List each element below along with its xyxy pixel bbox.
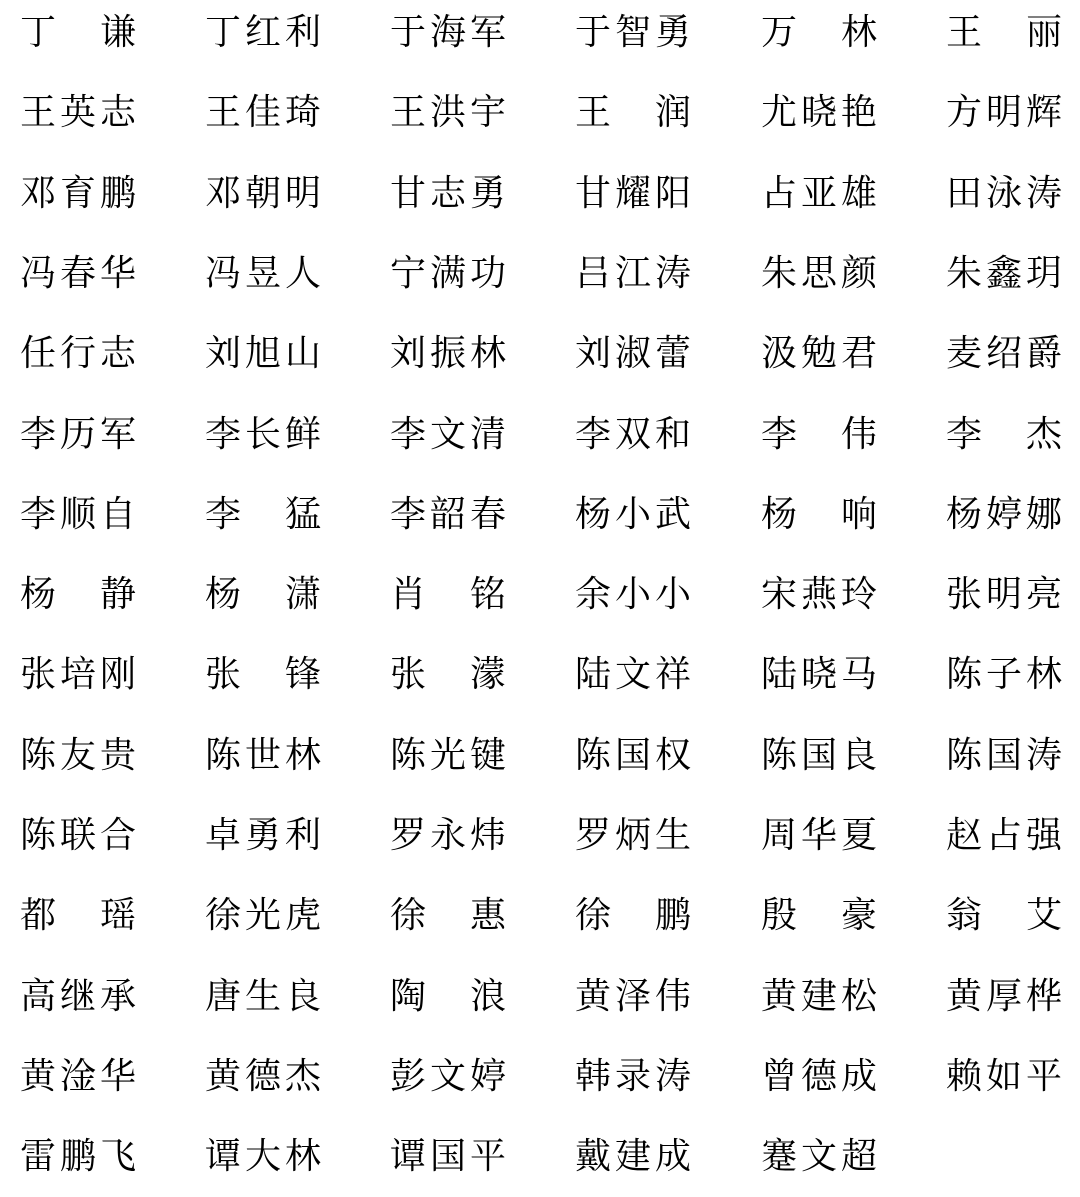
name-cell: 徐 鹏 [574,895,691,937]
name-cell: 李 猛 [204,493,321,535]
name-cell: 陈 友 贵 [19,734,136,776]
name-cell: 邓 朝 明 [204,172,321,214]
name-cell: 陈 国 权 [574,734,691,776]
name-cell: 陈 国 涛 [945,734,1062,776]
name-cell: 冯 昱 人 [204,252,321,294]
name-cell: 黄 建 松 [760,975,877,1017]
name-cell: 宁 满 功 [389,252,506,294]
name-cell: 戴 建 成 [574,1136,691,1178]
name-cell: 丁 红 利 [204,12,321,53]
name-cell: 李 杰 [945,413,1062,455]
name-cell: 杨 小 武 [574,493,691,535]
name-cell: 徐 光 虎 [204,895,321,937]
name-cell: 谭 国 平 [389,1136,506,1178]
name-row [0,475,1080,555]
name-cell: 汲 勉 君 [760,333,877,375]
name-cell: 杨 静 [19,574,136,616]
name-cell: 赵 占 强 [945,815,1062,856]
name-cell: 雷 鹏 飞 [19,1136,136,1178]
name-cell: 周 华 夏 [760,815,877,856]
name-cell: 甘 志 勇 [389,172,506,214]
name-cell: 张 培 刚 [19,654,136,696]
name-cell: 刘 淑 蕾 [574,333,691,375]
name-cell: 宋 燕 玲 [760,574,877,616]
name-cell: 李 伟 [760,413,877,455]
name-row [0,635,1080,715]
name-row [0,1117,1080,1197]
name-cell: 陈 国 良 [760,734,877,776]
name-row [0,716,1080,796]
name-row [0,876,1080,956]
name-cell: 王 洪 宇 [389,92,506,134]
name-cell: 罗 永 炜 [389,815,506,856]
name-cell: 殷 豪 [760,895,877,937]
name-cell: 陆 晓 马 [760,654,877,696]
name-cell: 冯 春 华 [19,252,136,294]
name-row [0,796,1080,876]
name-cell: 朱 鑫 玥 [945,252,1062,294]
name-cell: 张 明 亮 [945,574,1062,616]
name-cell: 余 小 小 [574,574,691,616]
name-row [0,154,1080,234]
name-cell: 李 双 和 [574,413,691,455]
name-cell: 都 瑶 [19,895,136,937]
name-cell: 占 亚 雄 [760,172,877,214]
name-cell: 张 锋 [204,654,321,696]
name-row [0,314,1080,394]
name-cell: 邓 育 鹏 [19,172,136,214]
name-cell: 杨 潇 [204,574,321,616]
name-cell: 张 濛 [389,654,506,696]
name-cell: 王 润 [574,92,691,134]
name-cell: 李 韶 春 [389,493,506,535]
name-cell: 杨 响 [760,493,877,535]
name-cell: 高 继 承 [19,975,136,1017]
name-row [0,395,1080,475]
name-cell: 万 林 [760,12,877,53]
name-cell: 黄 泽 伟 [574,975,691,1017]
name-cell: 曾 德 成 [760,1055,877,1097]
name-cell: 尤 晓 艳 [760,92,877,134]
name-row [0,73,1080,153]
name-cell: 赖 如 平 [945,1055,1062,1097]
name-cell: 任 行 志 [19,333,136,375]
name-cell: 于 智 勇 [574,12,691,53]
name-cell: 李 顺 自 [19,493,136,535]
name-cell: 翁 艾 [945,895,1062,937]
name-cell: 丁 谦 [19,12,136,53]
name-cell: 王 佳 琦 [204,92,321,134]
name-cell: 罗 炳 生 [574,815,691,856]
name-row [0,0,1080,73]
name-cell: 卓 勇 利 [204,815,321,856]
name-cell: 杨 婷 娜 [945,493,1062,535]
name-cell: 朱 思 颜 [760,252,877,294]
name-cell: 徐 惠 [389,895,506,937]
name-cell: 李 长 鲜 [204,413,321,455]
name-cell: 王 丽 [945,12,1062,53]
name-cell: 陈 世 林 [204,734,321,776]
name-cell: 田 泳 涛 [945,172,1062,214]
name-row [0,234,1080,314]
name-row [0,555,1080,635]
name-cell: 王 英 志 [19,92,136,134]
name-cell: 黄 德 杰 [204,1055,321,1097]
name-cell: 黄 淦 华 [19,1055,136,1097]
name-row [0,957,1080,1037]
name-row [0,1037,1080,1117]
name-cell: 吕 江 涛 [574,252,691,294]
name-cell: 陶 浪 [389,975,506,1017]
name-cell: 麦 绍 爵 [945,333,1062,375]
name-cell: 李 文 清 [389,413,506,455]
name-cell: 肖 铭 [389,574,506,616]
name-cell: 唐 生 良 [204,975,321,1017]
name-cell: 彭 文 婷 [389,1055,506,1097]
name-cell: 方 明 辉 [945,92,1062,134]
name-cell: 陈 光 键 [389,734,506,776]
name-cell: 陈 联 合 [19,815,136,856]
name-cell: 刘 振 林 [389,333,506,375]
name-cell: 谭 大 林 [204,1136,321,1178]
name-cell: 甘 耀 阳 [574,172,691,214]
name-cell: 蹇 文 超 [760,1136,877,1178]
name-cell: 黄 厚 桦 [945,975,1062,1017]
name-cell: 李 历 军 [19,413,136,455]
name-cell: 于 海 军 [389,12,506,53]
name-cell: 陈 子 林 [945,654,1062,696]
name-cell: 韩 录 涛 [574,1055,691,1097]
name-cell: 刘 旭 山 [204,333,321,375]
name-cell: 陆 文 祥 [574,654,691,696]
